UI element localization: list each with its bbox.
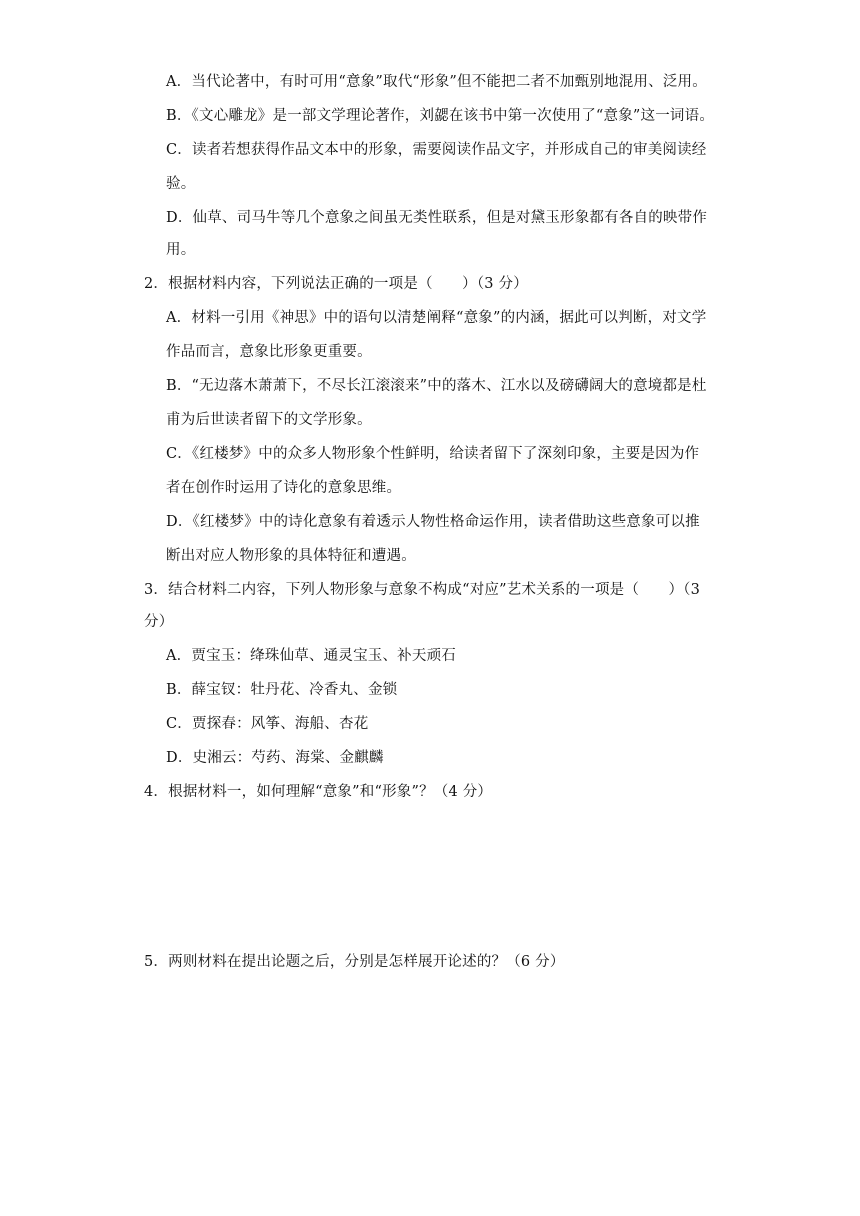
q2-option-d-cont: 断出对应人物形象的具体特征和遭遇。 — [166, 548, 416, 564]
q3-option-d: D．史湘云：芍药、海棠、金麒麟 — [166, 750, 384, 766]
q3-option-b: B．薛宝钗：牡丹花、冷香丸、金锁 — [166, 682, 398, 698]
q2-option-b-cont: 甫为后世读者留下的文学形象。 — [166, 412, 372, 428]
q3-option-a: A．贾宝玉：绛珠仙草、通灵宝玉、补天顽石 — [166, 648, 456, 664]
q3-option-c: C．贾探春：风筝、海船、杏花 — [166, 716, 369, 732]
q4-stem: 4．根据材料一，如何理解“意象”和“形象”？（4 分） — [144, 784, 493, 800]
q2-option-b: B．“无边落木萧萧下，不尽长江滚滚来”中的落木、江水以及磅礴阔大的意境都是杜 — [166, 378, 707, 394]
q1-option-a: A．当代论著中，有时可用“意象”取代“形象”但不能把二者不加甄别地混用、泛用。 — [166, 74, 707, 90]
q3-stem-cont: 分） — [144, 614, 174, 630]
q2-option-c-cont: 者在创作时运用了诗化的意象思维。 — [166, 480, 402, 496]
q2-option-a: A．材料一引用《神思》中的语句以清楚阐释“意象”的内涵，据此可以判断，对文学 — [166, 310, 707, 326]
q1-option-d-cont: 用。 — [166, 242, 196, 258]
q2-option-a-cont: 作品而言，意象比形象更重要。 — [166, 344, 372, 360]
q2-option-d: D．《红楼梦》中的诗化意象有着透示人物性格命运作用，读者借助这些意象可以推 — [166, 514, 700, 530]
q3-stem: 3．结合材料二内容，下列人物形象与意象不构成“对应”艺术关系的一项是（ ）（3 — [144, 582, 701, 598]
q2-stem: 2．根据材料内容，下列说法正确的一项是（ ）（3 分） — [144, 276, 528, 292]
q2-option-c: C．《红楼梦》中的众多人物形象个性鲜明，给读者留下了深刻印象，主要是因为作 — [166, 446, 700, 462]
q1-option-d: D．仙草、司马牛等几个意象之间虽无类性联系，但是对黛玉形象都有各自的映带作 — [166, 210, 708, 226]
q1-option-b: B．《文心雕龙》是一部文学理论著作，刘勰在该书中第一次使用了“意象”这一词语。 — [166, 108, 715, 124]
q1-option-c: C．读者若想获得作品文本中的形象，需要阅读作品文字，并形成自己的审美阅读经 — [166, 142, 707, 158]
q1-option-c-cont: 验。 — [166, 176, 196, 192]
q5-stem: 5．两则材料在提出论题之后，分别是怎样展开论述的？（6 分） — [144, 954, 565, 970]
